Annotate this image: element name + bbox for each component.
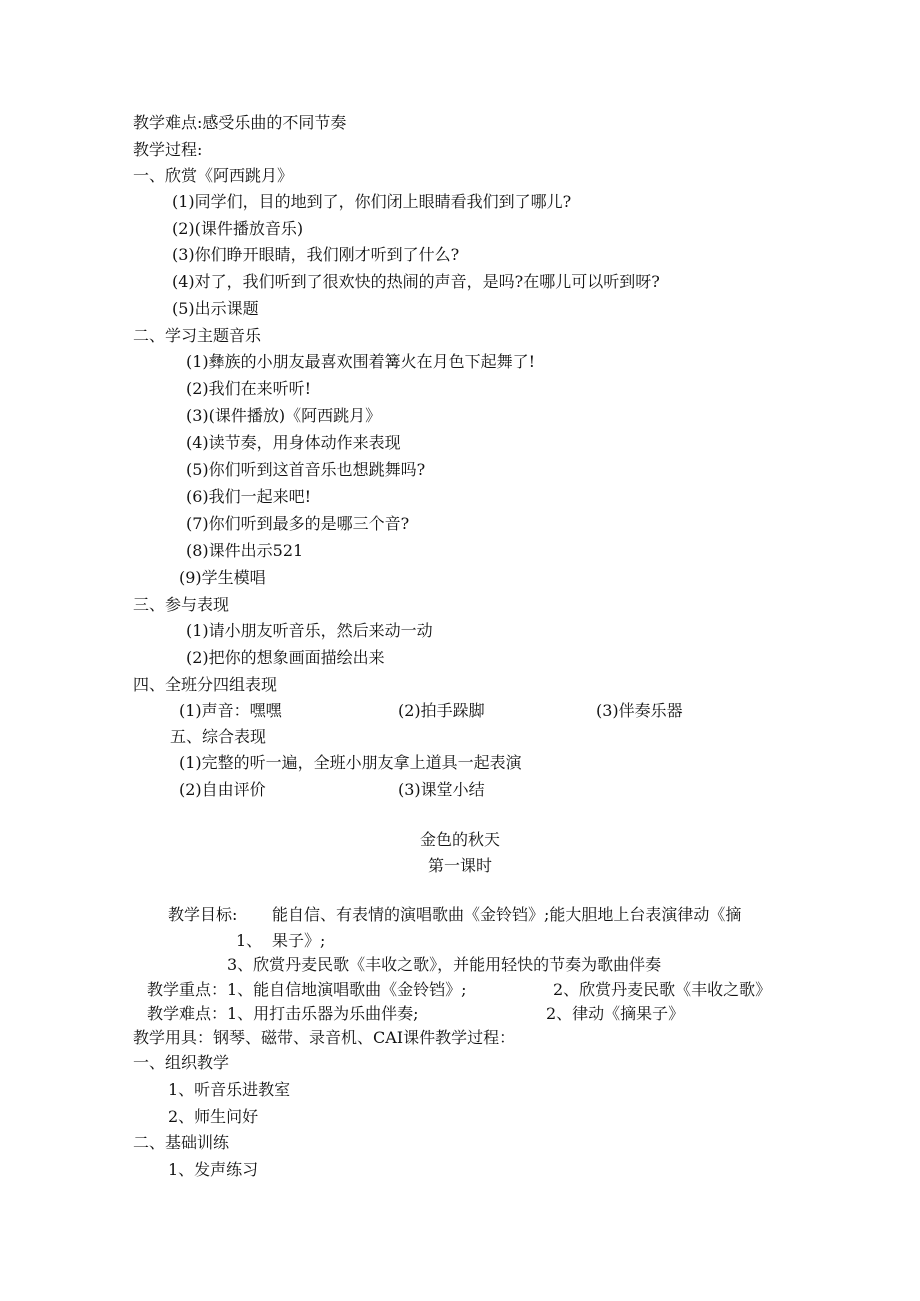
list-item: (2)把你的想象画面描绘出来 <box>186 648 385 667</box>
difficulty-line: 教学难点:感受乐曲的不同节奏 <box>133 113 347 132</box>
section-5-title: 五、综合表现 <box>170 727 267 746</box>
section-4-title: 四、全班分四组表现 <box>133 675 278 694</box>
key-point-2: 2、欣赏丹麦民歌《丰收之歌》 <box>553 980 772 999</box>
list-item: (7)你们听到最多的是哪三个音? <box>186 514 410 533</box>
difficulty-2: 2、律动《摘果子》 <box>546 1004 685 1023</box>
process-title: 教学过程: <box>133 140 203 159</box>
tools-line: 教学用具：钢琴、磁带、录音机、CAI课件教学过程： <box>133 1028 516 1047</box>
list-item: (1)声音：嘿嘿 <box>179 701 282 720</box>
list-item: (1)彝族的小朋友最喜欢围着篝火在月色下起舞了! <box>186 352 536 371</box>
key-point-1: 教学重点：1、能自信地演唱歌曲《金铃铛》; <box>147 980 467 999</box>
section-1-title: 一、组织教学 <box>133 1053 230 1072</box>
list-item: (4)对了，我们听到了很欢快的热闹的声音，是吗?在哪儿可以听到呀? <box>172 272 660 291</box>
list-item: (4)读节奏，用身体动作来表现 <box>186 433 401 452</box>
list-item: 2、师生问好 <box>168 1107 259 1126</box>
goal-label: 教学目标: <box>168 905 238 924</box>
lesson-title: 金色的秋天 <box>419 830 500 849</box>
list-item: (3)课堂小结 <box>398 780 485 799</box>
section-3-title: 三、参与表现 <box>133 595 230 614</box>
list-item: 1、发声练习 <box>168 1160 259 1179</box>
lesson-subtitle: 第一课时 <box>427 856 492 875</box>
goal-continuation: 果子》; <box>272 931 326 950</box>
section-1-title: 一、欣赏《阿西跳月》 <box>133 166 294 185</box>
list-item: (5)出示课题 <box>172 299 259 318</box>
goal-number: 1、 <box>236 931 263 950</box>
difficulty-1: 教学难点：1、用打击乐器为乐曲伴奏; <box>147 1004 419 1023</box>
list-item: (1)同学们，目的地到了，你们闭上眼睛看我们到了哪儿? <box>172 192 572 211</box>
list-item: (2)(课件播放音乐) <box>172 219 304 238</box>
section-2-title: 二、学习主题音乐 <box>133 326 262 345</box>
list-item: 1、听音乐进教室 <box>168 1080 291 1099</box>
list-item: (2)自由评价 <box>179 780 266 799</box>
list-item: (5)你们听到这首音乐也想跳舞吗? <box>186 460 426 479</box>
goal-text: 能自信、有表情的演唱歌曲《金铃铛》;能大胆地上台表演律动《摘 <box>272 905 742 924</box>
list-item: (2)我们在来听听! <box>186 379 312 398</box>
list-item: (6)我们一起来吧! <box>186 487 312 506</box>
goal-item-3: 3、欣赏丹麦民歌《丰收之歌》，并能用轻快的节奏为歌曲伴奏 <box>227 955 662 974</box>
list-item: (2)拍手跺脚 <box>398 701 485 720</box>
list-item: (3)你们睁开眼睛，我们刚才听到了什么? <box>172 245 460 264</box>
section-2-title: 二、基础训练 <box>133 1133 230 1152</box>
list-item: (3)伴奏乐器 <box>596 701 683 720</box>
list-item: (1)完整的听一遍，全班小朋友拿上道具一起表演 <box>179 753 522 772</box>
list-item: (1)请小朋友听音乐，然后来动一动 <box>186 621 433 640</box>
list-item: (3)(课件播放)《阿西跳月》 <box>186 406 382 425</box>
list-item: (9)学生模唱 <box>179 568 266 587</box>
list-item: (8)课件出示521 <box>186 541 304 560</box>
